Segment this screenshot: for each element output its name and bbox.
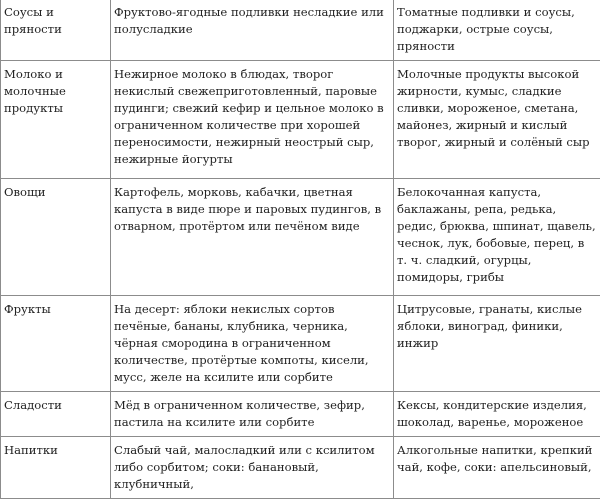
allowed-cell: Фруктово-ягодные подливки несладкие или полусладкие — [111, 0, 394, 61]
table-row — [1, 179, 600, 296]
table-row — [1, 392, 600, 437]
allowed-cell: Мёд в ограниченном количестве, зефир, пастила на ксилите или сорбите — [111, 392, 394, 437]
allowed-cell: Нежирное молоко в блюдах, творог некислый свежеприготовленный, паровые пудинги; свежий кефир и цельное молоко в ограниченном количестве при хорошей переносимости, нежирный неострый сыр, нежирные йогурты — [111, 61, 394, 179]
category-cell: Напитки — [1, 437, 111, 499]
forbidden-cell: Белокочанная капуста, баклажаны, репа, редька, редис, брюква, шпинат, щавель, чеснок, лук, бобовые, перец, в т. ч. сладкий, огурцы, помидоры, грибы — [394, 179, 600, 296]
forbidden-cell: Кексы, кондитерские изделия, шоколад, варенье, мороженое — [394, 392, 600, 437]
allowed-cell: На десерт: яблоки некислых сортов печёные, бананы, клубника, черника, чёрная смородина в ограниченном количестве, протёртые компоты, кисели, мусс, желе на ксилите или сорбите — [111, 296, 394, 392]
table-row — [1, 296, 600, 392]
table-row — [1, 0, 600, 61]
table-row — [1, 437, 600, 499]
category-cell: Овощи — [1, 179, 111, 296]
category-cell: Сладости — [1, 392, 111, 437]
forbidden-cell: Алкогольные напитки, крепкий чай, кофе, соки: апельсиновый, — [394, 437, 600, 499]
allowed-cell: Картофель, морковь, кабачки, цветная капуста в виде пюре и паровых пудингов, в отварном, протёртом или печёном виде — [111, 179, 394, 296]
table-row — [1, 61, 600, 179]
category-cell: Фрукты — [1, 296, 111, 392]
allowed-cell: Слабый чай, малосладкий или с ксилитом либо сорбитом; соки: банановый, клубничный, — [111, 437, 394, 499]
forbidden-cell: Молочные продукты высокой жирности, кумыс, сладкие сливки, мороженое, сметана, майонез, жирный и кислый творог, жирный и солёный сыр — [394, 61, 600, 179]
forbidden-cell: Томатные подливки и соусы, поджарки, острые соусы, пряности — [394, 0, 600, 61]
category-cell: Соусы и пряности — [1, 0, 111, 61]
forbidden-cell: Цитрусовые, гранаты, кислые яблоки, виноград, финики, инжир — [394, 296, 600, 392]
category-cell: Молоко и молочные продукты — [1, 61, 111, 179]
